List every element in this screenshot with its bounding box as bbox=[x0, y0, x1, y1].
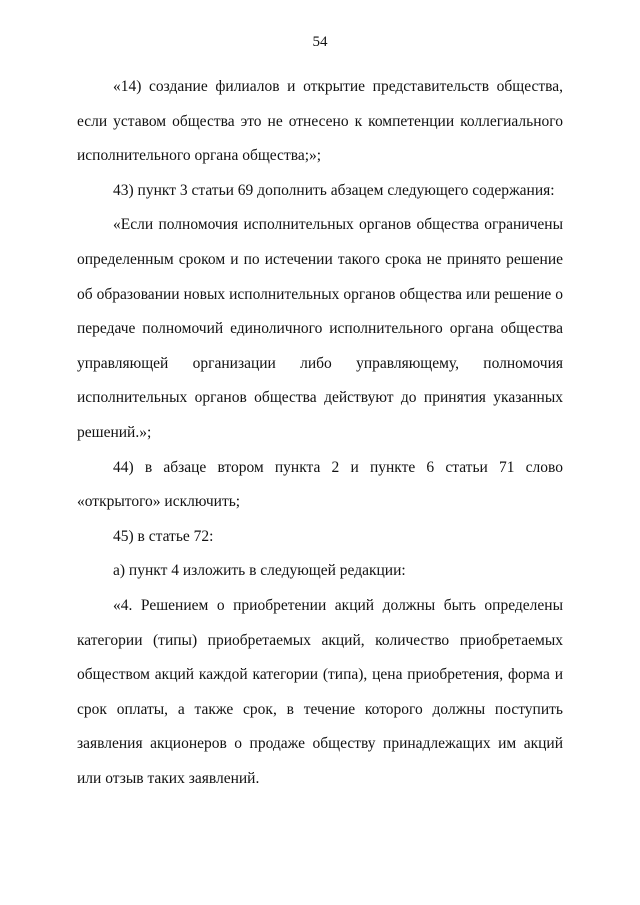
paragraph-amendment-43: 43) пункт 3 статьи 69 дополнить абзацем следующего содержания: bbox=[113, 181, 555, 199]
paragraph-amendment-45: 45) в статье 72: bbox=[113, 527, 214, 545]
paragraph-amendment-44: 44) в абзаце втором пункта 2 и пункте 6 статьи 71 слово «открытого» исключить; bbox=[77, 458, 563, 511]
paragraph-item-14: «14) создание филиалов и открытие представительств общества, если уставом общества это не отнесено к компетенции коллегиального исполнительного органа общества;»; bbox=[77, 78, 563, 165]
paragraph-subitem-a: а) пункт 4 изложить в следующей редакции: bbox=[113, 562, 406, 580]
paragraph-quoted-text: «Если полномочия исполнительных органов общества ограничены определенным сроком и по истечении такого срока не принято решение об образовании новых исполнительных органов общества или решение о передаче полномочий единоличного исполнительного органа общества управляющей организации либо управляющему, полномочия исполнительных органов общества действуют до принятия указанных решений.»; bbox=[77, 216, 563, 441]
document-body bbox=[77, 70, 563, 796]
page-number: 54 bbox=[312, 34, 328, 50]
paragraph-point-4: «4. Решением о приобретении акций должны быть определены категории (типы) приобретаемых акций, количество приобретаемых обществом акций каждой категории (типа), цена приобретения, форма и срок оплаты, а также срок, в течение которого должны поступить заявления акционеров о продаже обществу принадлежащих им акций или отзыв таких заявлений. bbox=[77, 596, 563, 787]
